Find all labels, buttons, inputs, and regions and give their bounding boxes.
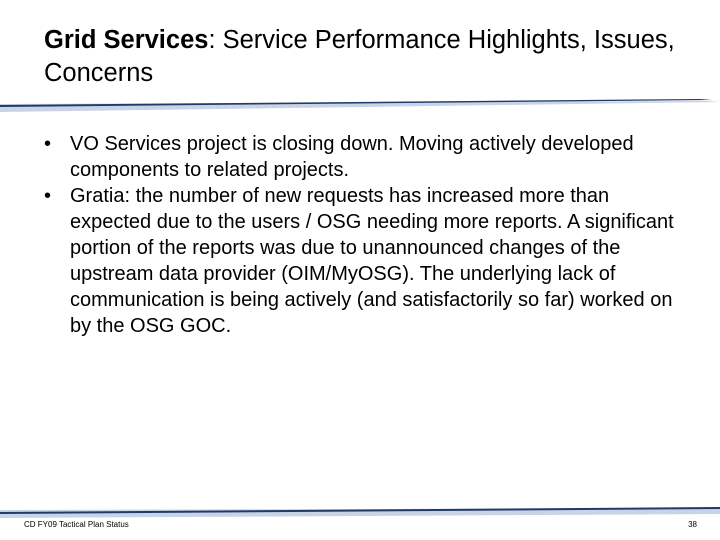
bullet-marker: • [44, 133, 52, 155]
title-bold-part: Grid Services [44, 26, 209, 54]
footer-caption: CD FY09 Tactical Plan Status [24, 520, 129, 529]
bullet-item [44, 131, 694, 183]
bullet-marker: • [44, 185, 52, 207]
slide-title [44, 24, 684, 90]
bullet-text: VO Services project is closing down. Moving actively developed components to related projects. [70, 133, 634, 181]
page-number: 38 [688, 520, 697, 529]
bullet-item [44, 183, 694, 339]
bullet-text: Gratia: the number of new requests has increased more than expected due to the users / OSG needing more reports. A significant portion of the reports was due to unannounced changes of the upstream data provider (OIM/MyOSG). The underlying lack of communication is being actively (and satisfactorily so far) worked on by the OSG GOC. [70, 185, 674, 337]
top-divider-rule [0, 98, 720, 114]
title-rest-part: : Service Performance Highlights, Issues, Concerns [44, 26, 675, 87]
bullet-list [44, 131, 694, 339]
